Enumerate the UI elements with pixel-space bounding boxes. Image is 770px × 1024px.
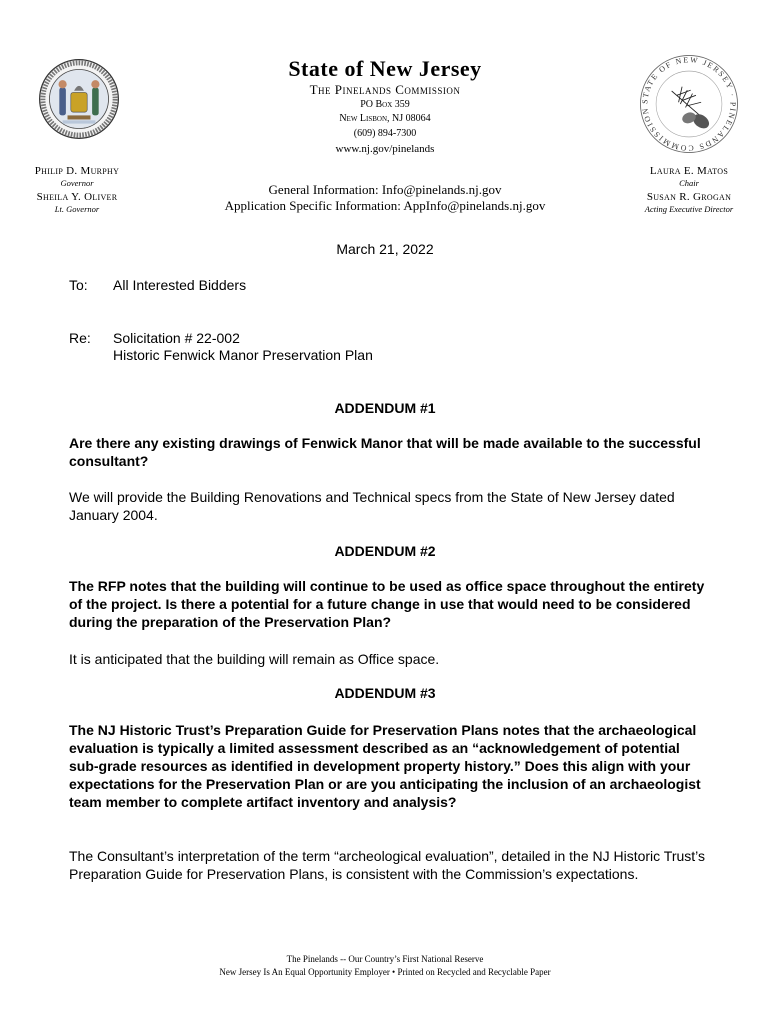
website: www.nj.gov/pinelands — [335, 143, 435, 155]
addendum-heading: ADDENDUM #3 — [334, 685, 436, 701]
official-name: Laura E. Matos — [649, 165, 729, 177]
memo-date: March 21, 2022 — [336, 241, 434, 257]
official-title: Governor — [60, 178, 94, 188]
official-title: Chair — [679, 178, 699, 188]
svg-text:STATE OF NEW JERSEY · PINELAND: STATE OF NEW JERSEY · PINELANDS COMMISSION — [640, 55, 738, 153]
general-info-email: General Information: Info@pinelands.nj.gov — [268, 182, 502, 197]
to-value: All Interested Bidders — [113, 277, 247, 293]
left-officials — [22, 166, 132, 217]
addendum-question: Are there any existing drawings of Fenwick Manor that will be made available to the successful consultant? — [69, 435, 701, 469]
addendum-answer: We will provide the Building Renovations and Technical specs from the State of New Jersey dated January 2004. — [69, 489, 675, 523]
official-title: Acting Executive Director — [644, 203, 734, 214]
addendum-question: The NJ Historic Trust’s Preparation Guide for Preservation Plans notes that the archaeological evaluation is typically a limited assessment described as an “acknowledgement of potential sub-grade resources as identified in development property history.” Does this align with your expectations for the Preservation Plan or are you anticipating the inclusion of an archaeologist team member to complete artifact inventory and analysis? — [69, 722, 701, 810]
addendum-heading: ADDENDUM #1 — [334, 400, 436, 416]
solicitation-title: Historic Fenwick Manor Preservation Plan — [113, 347, 373, 363]
state-title: State of New Jersey — [288, 56, 482, 81]
city-address: New Lisbon, NJ 08064 — [339, 113, 431, 124]
addendum-heading: ADDENDUM #2 — [334, 543, 436, 559]
application-info-email: Application Specific Information: AppInfo@pinelands.nj.gov — [224, 198, 546, 213]
official-name: Susan R. Grogan — [646, 190, 732, 203]
addendum-answer: The Consultant’s interpretation of the term “archeological evaluation”, detailed in the NJ Historic Trust’s Preparation Guide for Preservation Plans, is consistent with the Commission’s expectations. — [69, 848, 706, 882]
solicitation-number: Solicitation # 22-002 — [113, 330, 240, 346]
addendum-question: The RFP notes that the building will continue to be used as office space throughout the entirety of the project. Is there a potential for a future change in use that would need to be considered during the preparation of the Preservation Plan? — [69, 578, 705, 630]
footer-employer-note: New Jersey Is An Equal Opportunity Employer • Printed on Recycled and Recyclable Paper — [219, 967, 551, 977]
official-name: Philip D. Murphy — [34, 165, 120, 177]
right-officials — [630, 166, 748, 217]
addendum-answer: It is anticipated that the building will remain as Office space. — [69, 651, 440, 667]
footer-tagline: The Pinelands -- Our Country’s First National Reserve — [286, 954, 484, 964]
official-title: Lt. Governor — [54, 203, 100, 214]
re-label: Re: — [69, 330, 91, 346]
agency-name: The Pinelands Commission — [309, 82, 461, 97]
po-box: PO Box 359 — [360, 99, 410, 110]
official-name: Sheila Y. Oliver — [36, 190, 118, 203]
phone-number: (609) 894-7300 — [353, 128, 417, 139]
pinelands-commission-seal-icon — [637, 52, 741, 156]
to-label: To: — [69, 277, 88, 293]
